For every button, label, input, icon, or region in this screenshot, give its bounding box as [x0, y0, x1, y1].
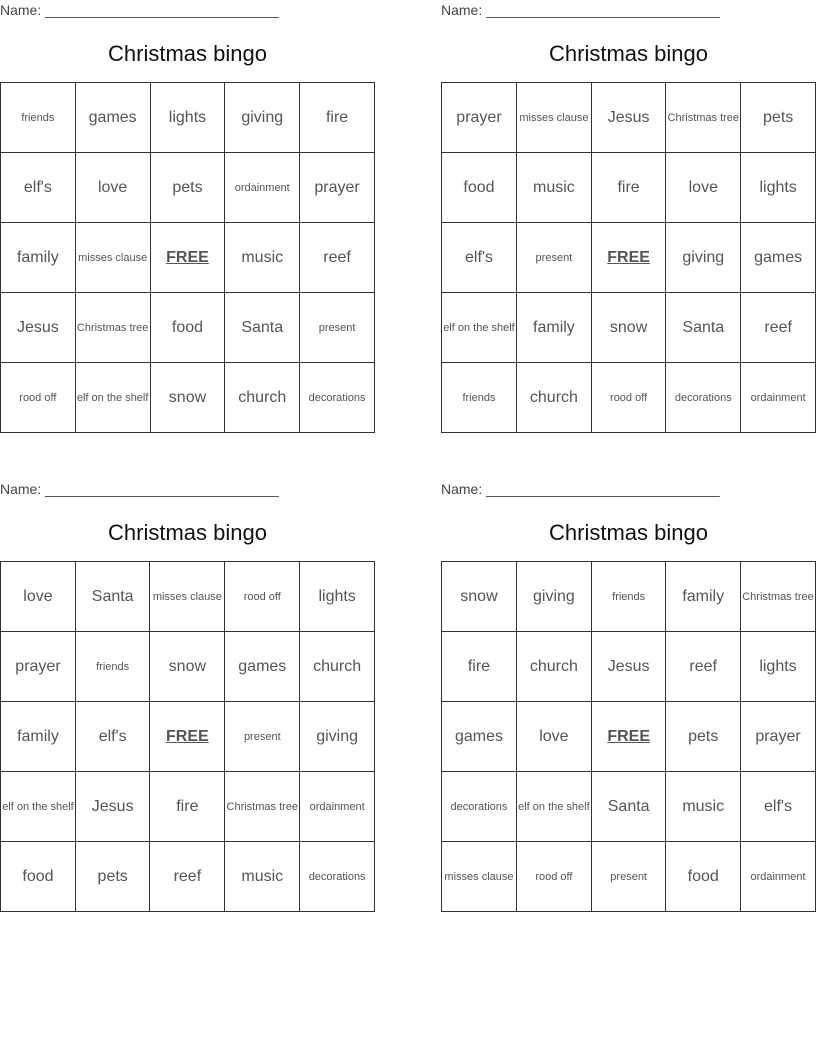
bingo-card-2: [441, 0, 816, 440]
bingo-cell: food: [150, 293, 225, 363]
bingo-cell: church: [516, 363, 591, 433]
grid-row: [442, 83, 816, 153]
bingo-cell: elf on the shelf: [516, 772, 591, 842]
name-field[interactable]: Name: ______________________________: [441, 481, 720, 497]
bingo-cell: Santa: [591, 772, 666, 842]
bingo-cell: present: [300, 293, 375, 363]
bingo-cell: family: [666, 562, 741, 632]
bingo-cell: ordainment: [741, 363, 816, 433]
bingo-cell: ordainment: [300, 772, 375, 842]
bingo-cell: elf on the shelf: [442, 293, 517, 363]
bingo-cell: church: [516, 632, 591, 702]
bingo-cell: pets: [741, 83, 816, 153]
bingo-cell: reef: [150, 842, 225, 912]
bingo-cell: Jesus: [591, 83, 665, 153]
bingo-cell: prayer: [300, 153, 375, 223]
free-space-cell: FREE: [150, 702, 225, 772]
bingo-cell: pets: [666, 702, 741, 772]
bingo-cell: music: [516, 153, 591, 223]
bingo-cell: rood off: [591, 363, 665, 433]
grid-row: [1, 153, 375, 223]
bingo-cell: decorations: [300, 363, 375, 433]
bingo-cell: prayer: [1, 632, 76, 702]
bingo-cell: love: [516, 702, 591, 772]
free-space-cell: FREE: [150, 223, 225, 293]
bingo-cell: fire: [442, 632, 517, 702]
bingo-cell: music: [666, 772, 741, 842]
bingo-card-1: [0, 0, 375, 440]
free-space-cell: FREE: [591, 223, 665, 293]
bingo-cell: pets: [75, 842, 149, 912]
bingo-cell: giving: [516, 562, 591, 632]
bingo-card-3: [0, 479, 375, 919]
bingo-cell: decorations: [300, 842, 375, 912]
bingo-cell: lights: [741, 153, 816, 223]
bingo-cell: ordainment: [225, 153, 300, 223]
grid-row: [442, 363, 816, 433]
bingo-cell: snow: [591, 293, 665, 363]
bingo-grid: [441, 561, 816, 912]
bingo-cell: fire: [591, 153, 665, 223]
grid-row: [442, 772, 816, 842]
bingo-cell: friends: [442, 363, 517, 433]
bingo-cell: Jesus: [591, 632, 666, 702]
bingo-cell: love: [75, 153, 150, 223]
bingo-cell: lights: [150, 83, 225, 153]
bingo-cell: misses clause: [150, 562, 225, 632]
card-title: Christmas bingo: [549, 41, 708, 66]
grid-row: [442, 702, 816, 772]
bingo-cell: Christmas tree: [666, 83, 741, 153]
bingo-cell: snow: [150, 363, 225, 433]
bingo-cell: pets: [150, 153, 225, 223]
bingo-cell: games: [442, 702, 517, 772]
bingo-cell: food: [666, 842, 741, 912]
grid-row: [442, 842, 816, 912]
name-field[interactable]: Name: ______________________________: [441, 2, 720, 18]
bingo-cell: music: [225, 223, 300, 293]
bingo-card-4: [441, 479, 816, 919]
card-title: Christmas bingo: [549, 520, 708, 545]
bingo-cell: misses clause: [75, 223, 150, 293]
bingo-cell: rood off: [516, 842, 591, 912]
bingo-cell: ordainment: [740, 842, 815, 912]
grid-row: [1, 772, 375, 842]
bingo-cell: decorations: [666, 363, 741, 433]
bingo-cell: Jesus: [1, 293, 76, 363]
bingo-cell: lights: [740, 632, 815, 702]
bingo-cell: Christmas tree: [740, 562, 815, 632]
bingo-cell: games: [741, 223, 816, 293]
bingo-cell: church: [225, 363, 300, 433]
name-field[interactable]: Name: ______________________________: [0, 481, 279, 497]
bingo-cell: present: [225, 702, 300, 772]
bingo-cell: misses clause: [442, 842, 517, 912]
grid-row: [1, 632, 375, 702]
bingo-cell: Santa: [225, 293, 300, 363]
bingo-cell: prayer: [740, 702, 815, 772]
bingo-cell: snow: [150, 632, 225, 702]
bingo-cell: prayer: [442, 83, 517, 153]
bingo-cell: fire: [300, 83, 375, 153]
grid-row: [1, 223, 375, 293]
bingo-cell: church: [300, 632, 375, 702]
bingo-cell: Jesus: [75, 772, 149, 842]
bingo-cell: elf's: [75, 702, 149, 772]
bingo-grid: [0, 561, 375, 912]
bingo-cell: friends: [75, 632, 149, 702]
bingo-cell: misses clause: [516, 83, 591, 153]
free-space-cell: FREE: [591, 702, 666, 772]
bingo-cell: friends: [1, 83, 76, 153]
grid-row: [1, 702, 375, 772]
bingo-cell: love: [1, 562, 76, 632]
bingo-cell: food: [1, 842, 76, 912]
bingo-cell: family: [1, 223, 76, 293]
card-title: Christmas bingo: [108, 520, 267, 545]
grid-row: [1, 293, 375, 363]
bingo-cell: Christmas tree: [75, 293, 150, 363]
bingo-cell: family: [1, 702, 76, 772]
bingo-cell: giving: [225, 83, 300, 153]
bingo-cell: Christmas tree: [225, 772, 300, 842]
grid-row: [442, 632, 816, 702]
bingo-cell: Santa: [75, 562, 149, 632]
bingo-grid: [0, 82, 375, 433]
grid-row: [1, 842, 375, 912]
bingo-cell: love: [666, 153, 741, 223]
grid-row: [442, 562, 816, 632]
bingo-cell: rood off: [225, 562, 300, 632]
bingo-grid: [441, 82, 816, 433]
grid-row: [442, 223, 816, 293]
bingo-cell: friends: [591, 562, 666, 632]
name-field[interactable]: Name: ______________________________: [0, 2, 279, 18]
grid-row: [1, 83, 375, 153]
bingo-cell: fire: [150, 772, 225, 842]
bingo-cell: Santa: [666, 293, 741, 363]
card-title: Christmas bingo: [108, 41, 267, 66]
bingo-cell: reef: [741, 293, 816, 363]
bingo-cell: reef: [300, 223, 375, 293]
bingo-cell: games: [75, 83, 150, 153]
grid-row: [1, 363, 375, 433]
bingo-cell: food: [442, 153, 517, 223]
bingo-cell: present: [591, 842, 666, 912]
bingo-cell: music: [225, 842, 300, 912]
bingo-cell: reef: [666, 632, 741, 702]
grid-row: [442, 293, 816, 363]
bingo-cell: present: [516, 223, 591, 293]
bingo-cell: rood off: [1, 363, 76, 433]
bingo-cell: giving: [666, 223, 741, 293]
grid-row: [1, 562, 375, 632]
bingo-cell: lights: [300, 562, 375, 632]
bingo-cell: snow: [442, 562, 517, 632]
bingo-cell: decorations: [442, 772, 517, 842]
bingo-cell: elf's: [1, 153, 76, 223]
bingo-cell: elf on the shelf: [1, 772, 76, 842]
bingo-cell: elf on the shelf: [75, 363, 150, 433]
bingo-cell: giving: [300, 702, 375, 772]
bingo-cell: elf's: [740, 772, 815, 842]
grid-row: [442, 153, 816, 223]
bingo-cell: games: [225, 632, 300, 702]
bingo-cell: elf's: [442, 223, 517, 293]
bingo-cell: family: [516, 293, 591, 363]
